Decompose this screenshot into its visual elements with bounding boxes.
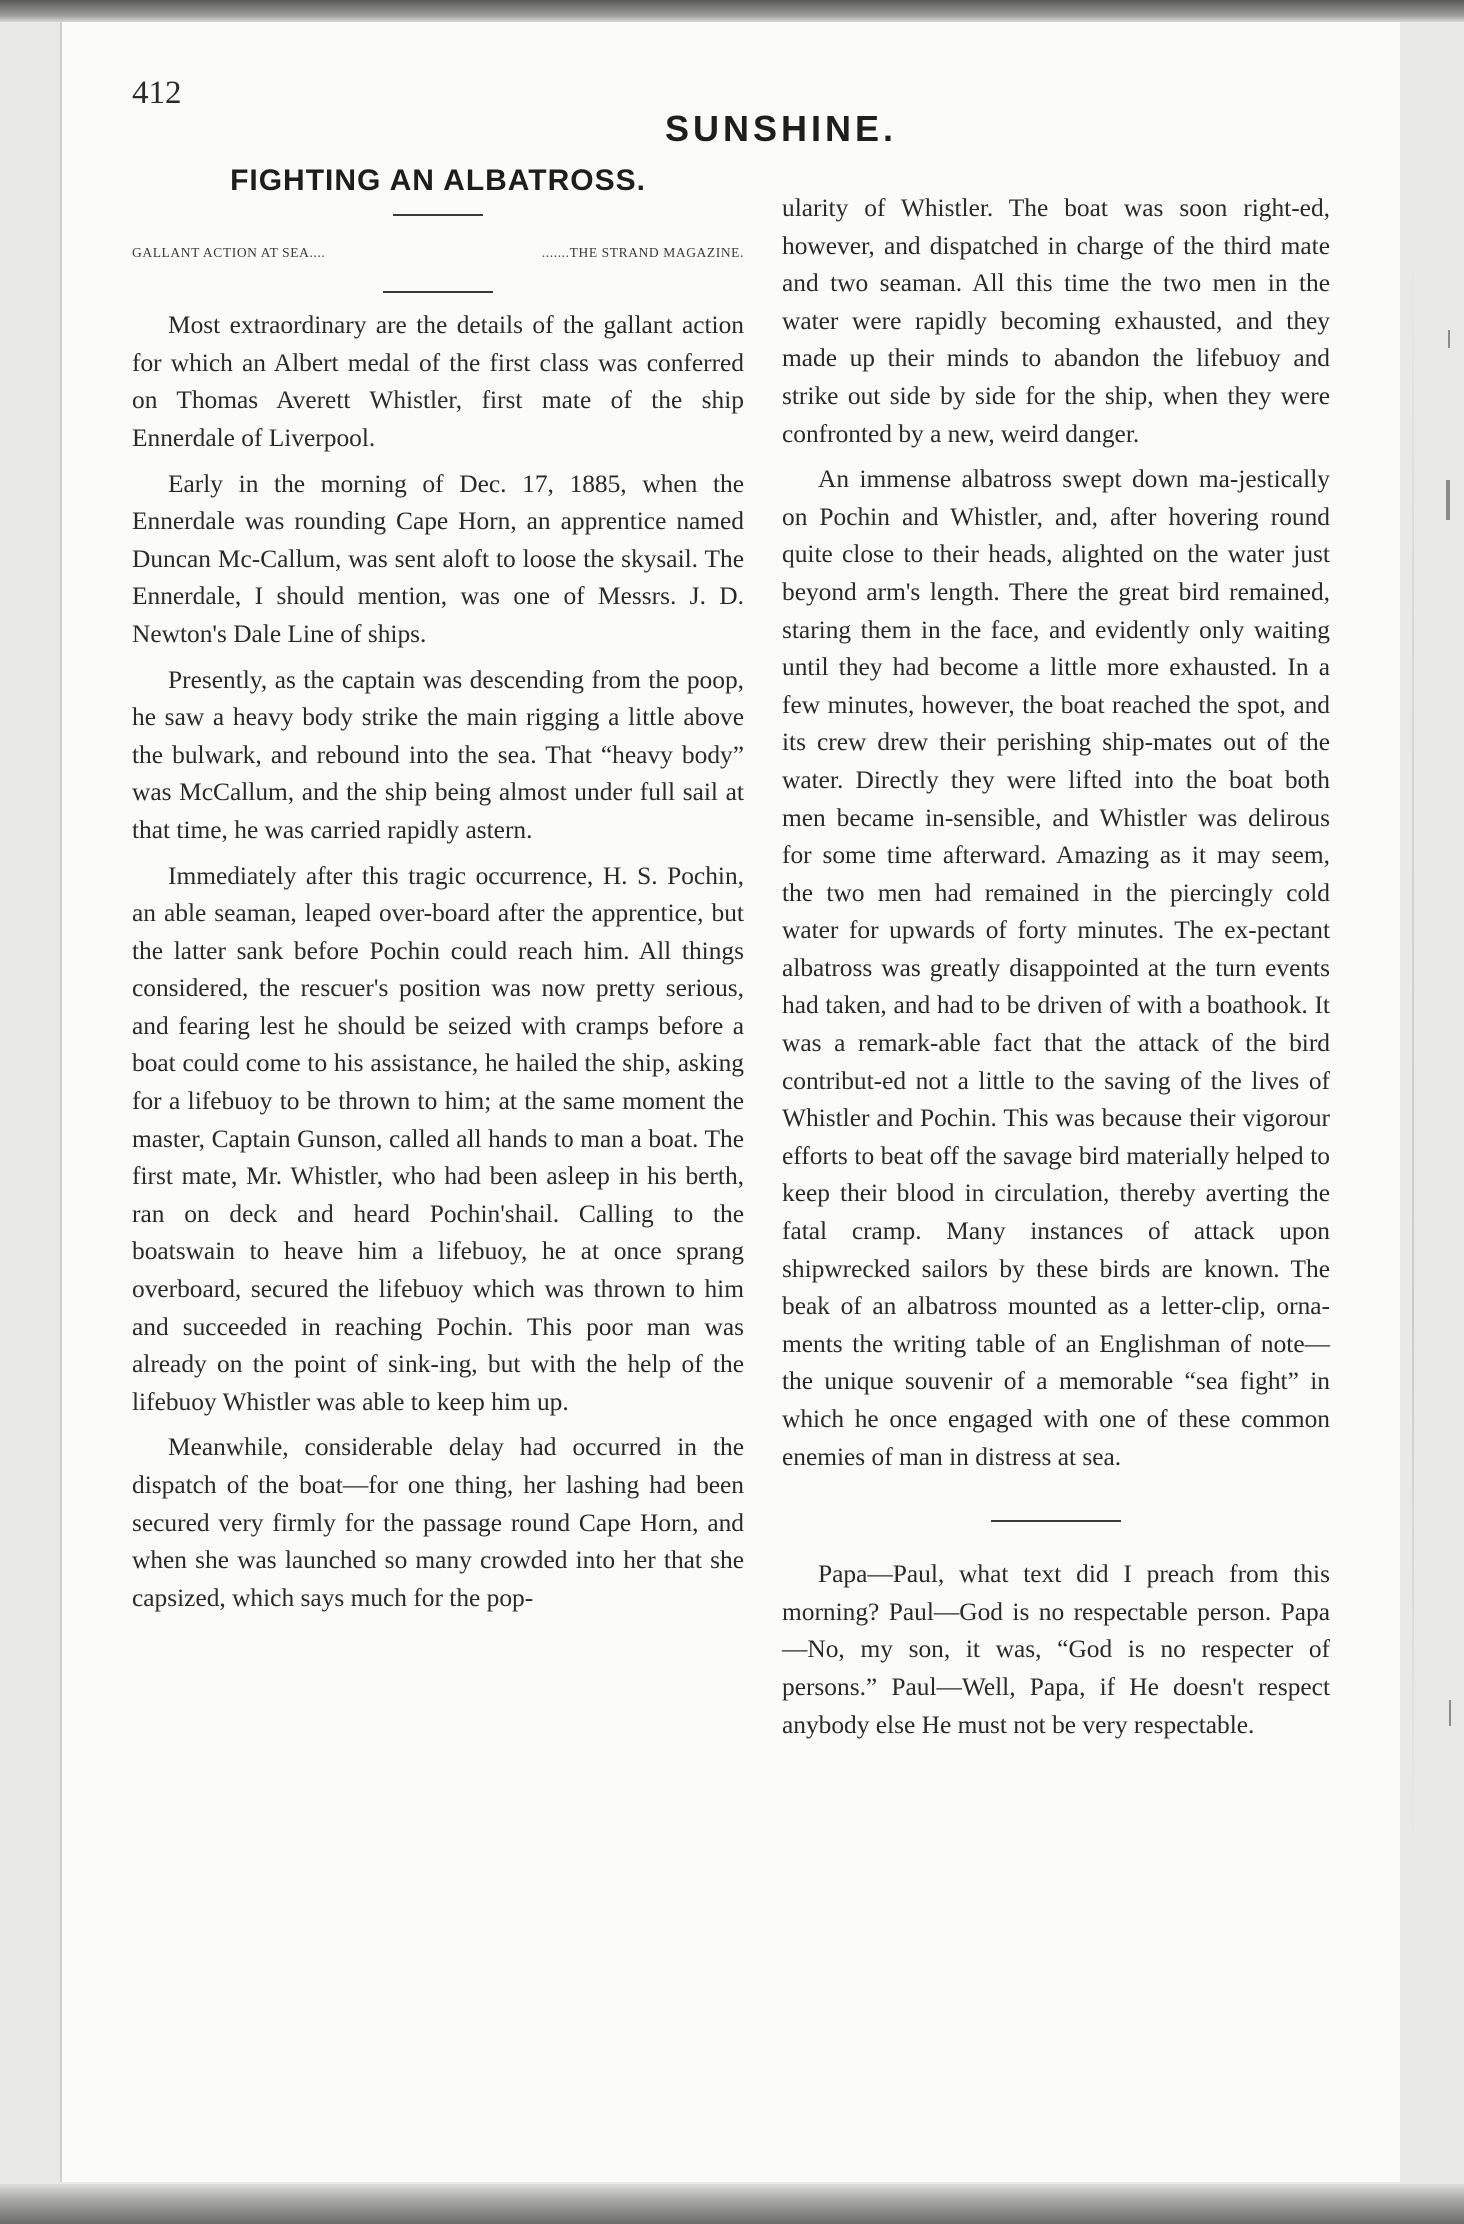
margin-mark [1446,480,1450,520]
scan-bottom-edge [0,2184,1464,2224]
page-fold-shadow [1412,22,1414,2182]
article-title: FIGHTING AN ALBATROSS. [230,164,646,197]
source-left: GALLANT ACTION AT SEA.... [132,244,326,260]
section-break-rule [991,1520,1121,1522]
article-paragraph: Presently, as the captain was descending from the poop, he saw a heavy body strike the main rigging a little above the bulwark, and rebound into the sea. That “heavy body” was McCallum, and the ship being almost under full sail at that time, he was carried rapidly astern. [132,665,744,844]
source-rule [383,291,493,293]
running-head: SUNSHINE. [665,108,898,149]
title-rule [393,214,483,216]
left-column [132,158,744,1625]
margin-mark [1448,330,1450,348]
margin-mark [1449,1700,1451,1726]
page-number: 412 [132,75,182,111]
article-paragraph: Most extraordinary are the details of the gallant action for which an Albert medal of the first class was conferred on Thomas Averett Whistler, first mate of the ship Ennerdale of Liverpool. [132,311,744,452]
article-paragraph: An immense albatross swept down ma-jestically on Pochin and Whistler, and, after hovering round quite close to their heads, alighted on the water just beyond arm's length. There the great bird remained, staring them in the face, and evidently only waiting until they had become a little more exhausted. In a few minutes, however, the boat reached the spot, and its crew drew their perishing ship-mates out of the water. Directly they were lifted into the boat both men became in-sensible, and Whistler was delirous for some time afterward. Amazing as it may seem, the two men had remained in the piercingly cold water for upwards of forty minutes. The ex-pectant albatross was greatly disappointed at the turn events had taken, and had to be driven of with a boathook. It was a remark-able fact that the attack of the bird contribut-ed not a little to the saving of the lives of Whistler and Pochin. This was because their vigorour efforts to beat off the savage bird materially helped to keep their blood in circulation, thereby averting the fatal cramp. Many instances of attack upon shipwrecked sailors by these birds are known. The beak of an albatross mounted as a letter-clip, orna-ments the writing table of an Englishman of note—the unique souvenir of a memorable “sea fight” in which he once engaged with one of these common enemies of man in distress at sea. [782,465,1330,1471]
article-paragraph: Meanwhile, considerable delay had occurred in the dispatch of the boat—for one thing, her lashing had been secured very firmly for the passage round Cape Horn, and when she was launched so many crowded into her that she capsized, which says much for the pop- [132,1433,744,1612]
article-paragraph: Early in the morning of Dec. 17, 1885, when the Ennerdale was rounding Cape Horn, an apprentice named Duncan Mc-Callum, was sent aloft to loose the skysail. The Ennerdale, I should mention, was one of Messrs. J. D. Newton's Dale Line of ships. [132,469,744,648]
article-paragraph: Immediately after this tragic occurrence, H. S. Pochin, an able seaman, leaped over-board after the apprentice, but the latter sank before Pochin could reach him. All things considered, the rescuer's position was now pretty serious, and fearing lest he should be seized with cramps before a boat could come to his assistance, he hailed the ship, asking for a lifebuoy to be thrown to him; at the same moment the master, Captain Gunson, called all hands to man a boat. The first mate, Mr. Whistler, who had been asleep in his berth, ran on deck and heard Pochin'shail. Calling to the boatswain to heave him a lifebuoy, he at once sprang overboard, secured the lifebuoy which was thrown to him and succeeded in reaching Pochin. This poor man was already on the point of sink-ing, but with the help of the lifebuoy Whistler was able to keep him up. [132,861,744,1416]
source-right: .......THE STRAND MAGAZINE. [541,244,744,260]
anecdote-paragraph: Papa—Paul, what text did I preach from this morning? Paul—God is no respectable person. Papa—No, my son, it was, “God is no respecter of persons.” Paul—Well, Papa, if He doesn't respect anybody else He must not be very respectable. [782,1560,1330,1739]
scan-top-edge [0,0,1464,22]
right-column [782,190,1330,1744]
source-line [132,234,744,272]
article-paragraph: ularity of Whistler. The boat was soon right-ed, however, and dispatched in charge of the third mate and two seaman. All this time the two men in the water were rapidly becoming exhausted, and they made up their minds to abandon the lifebuoy and strike out side by side for the ship, when they were confronted by a new, weird danger. [782,194,1330,448]
